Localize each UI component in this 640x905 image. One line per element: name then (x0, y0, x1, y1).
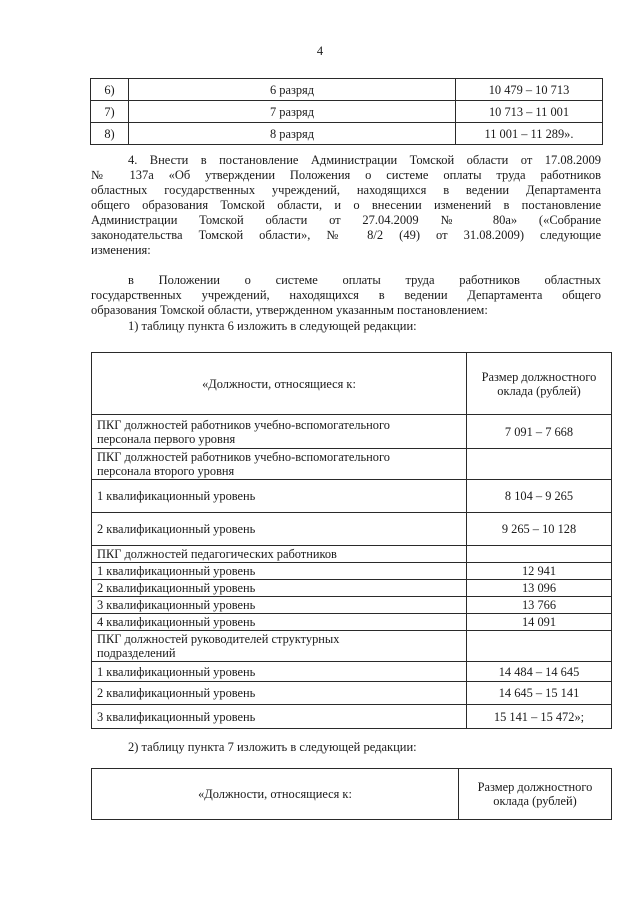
grade-range-table-body (91, 79, 603, 145)
salary-row (92, 563, 612, 580)
salary-row (92, 415, 612, 449)
salary-row-position (92, 580, 467, 597)
polozhenie-line: государственных учреждений, находящихся в ведении Департамента общего (91, 288, 601, 302)
salary-row (92, 513, 612, 546)
salary-row-position (92, 415, 467, 449)
header-salary (467, 353, 612, 415)
salary-row-value: 14 091 (467, 614, 612, 631)
polozhenie-line: образования Томской области, утвержденном указанным постановлением: (91, 303, 488, 317)
position-line: ПКГ должностей руководителей структурных (97, 632, 340, 646)
salary-row-value: 13 766 (467, 597, 612, 614)
p7-header-salary-line1: Размер должностного (477, 780, 593, 794)
salary-table-header (92, 353, 612, 415)
salary-row (92, 682, 612, 705)
salary-row-position (92, 449, 467, 480)
salary-row-position (92, 513, 467, 546)
salary-row (92, 546, 612, 563)
position-line: 3 квалификационный уровень (97, 709, 256, 724)
grade-row-name: 8 разряд (129, 123, 456, 145)
salary-table-p6-body (92, 353, 612, 729)
salary-row (92, 580, 612, 597)
grade-row-range: 10 479 – 10 713 (456, 79, 603, 101)
salary-row-position (92, 631, 467, 662)
salary-row (92, 705, 612, 729)
salary-row (92, 480, 612, 513)
position-line: ПКГ должностей работников учебно-вспомогательного (97, 450, 390, 464)
grade-row (91, 101, 603, 123)
header-salary-line2: оклада (рублей) (497, 383, 581, 398)
salary-row-position (92, 597, 467, 614)
position-line: 1 квалификационный уровень (97, 664, 256, 679)
position-line: ПКГ должностей работников учебно-вспомогательного (97, 417, 390, 432)
grade-range-table (90, 78, 603, 145)
position-line: подразделений (97, 646, 176, 660)
salary-row-position (92, 546, 467, 563)
p4-line: законодательства Томской области», № 8/2 (49) от 31.08.2009) следующие (91, 228, 601, 242)
salary-row (92, 449, 612, 480)
salary-row-value: 14 484 – 14 645 (467, 662, 612, 682)
position-line: 1 квалификационный уровень (97, 489, 256, 503)
grade-row-number: 8) (91, 123, 129, 145)
p4-line: общего образования Томской области, и о внесении изменений в постановление (91, 198, 601, 212)
p7-header-positions: «Должности, относящиеся к: (92, 769, 459, 820)
grade-row-number: 7) (91, 101, 129, 123)
position-line: 2 квалификационный уровень (97, 522, 256, 536)
grade-row (91, 123, 603, 145)
salary-row-position (92, 480, 467, 513)
salary-row-value: 7 091 – 7 668 (467, 415, 612, 449)
salary-row (92, 614, 612, 631)
polozhenie-line: в Положении о системе оплаты труда работников областных (128, 273, 601, 287)
salary-row-value: 12 941 (467, 563, 612, 580)
paragraph-4 (91, 153, 601, 258)
salary-table-p6 (91, 352, 612, 729)
salary-table-p7 (91, 768, 612, 820)
salary-row-value: 9 265 – 10 128 (467, 513, 612, 546)
p4-line: изменения: (91, 243, 151, 257)
position-line: 4 квалификационный уровень (97, 615, 256, 629)
position-line: ПКГ должностей педагогических работников (97, 547, 337, 561)
item-2 (91, 740, 611, 755)
salary-row-value: 14 645 – 15 141 (467, 682, 612, 705)
salary-table-p7-header (92, 769, 612, 820)
paragraph-polozhenie (91, 273, 601, 318)
grade-row-range: 11 001 – 11 289». (456, 123, 603, 145)
p4-line: 4. Внести в постановление Администрации Томской области от 17.08.2009 (128, 153, 601, 167)
salary-row-position (92, 705, 467, 729)
salary-row-value (467, 546, 612, 563)
salary-row-position (92, 614, 467, 631)
position-line: 1 квалификационный уровень (97, 564, 256, 578)
grade-row-number: 6) (91, 79, 129, 101)
salary-row-position (92, 563, 467, 580)
item-1-text: 1) таблицу пункта 6 изложить в следующей редакции: (128, 319, 417, 333)
salary-row (92, 597, 612, 614)
salary-row-position (92, 662, 467, 682)
p7-header-salary (459, 769, 612, 820)
p4-line: Администрации Томской области от 27.04.2009 № 80а» («Собрание (91, 213, 601, 227)
item-1 (91, 319, 601, 334)
salary-row (92, 662, 612, 682)
p7-header-salary-line2: оклада (рублей) (493, 794, 577, 808)
grade-row (91, 79, 603, 101)
salary-row-value: 15 141 – 15 472»; (467, 705, 612, 729)
p4-line: областных государственных учреждений, находящихся в ведении Департамента (91, 183, 601, 197)
salary-row (92, 631, 612, 662)
item-2-text: 2) таблицу пункта 7 изложить в следующей редакции: (128, 740, 417, 754)
page-number: 4 (316, 44, 324, 58)
salary-row-value: 13 096 (467, 580, 612, 597)
grade-row-name: 7 разряд (129, 101, 456, 123)
position-line: персонала второго уровня (97, 464, 235, 478)
grade-row-name: 6 разряд (129, 79, 456, 101)
position-line: 2 квалификационный уровень (97, 686, 256, 700)
position-line: персонала первого уровня (97, 431, 236, 446)
salary-row-value (467, 631, 612, 662)
header-positions: «Должности, относящиеся к: (92, 353, 467, 415)
header-salary-line1: Размер должностного (481, 369, 597, 384)
grade-row-range: 10 713 – 11 001 (456, 101, 603, 123)
salary-row-value: 8 104 – 9 265 (467, 480, 612, 513)
p4-line: № 137а «Об утверждении Положения о системе оплаты труда работников (91, 168, 601, 182)
position-line: 3 квалификационный уровень (97, 598, 256, 612)
salary-row-position (92, 682, 467, 705)
salary-row-value (467, 449, 612, 480)
position-line: 2 квалификационный уровень (97, 581, 256, 595)
